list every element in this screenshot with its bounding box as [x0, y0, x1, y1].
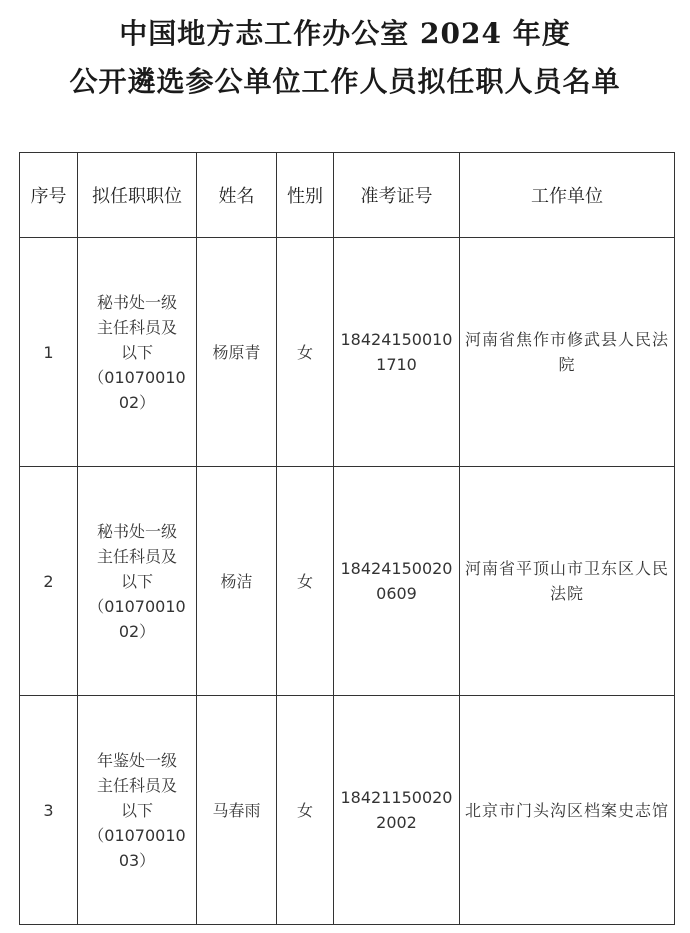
exam-no-line: 18421150020	[340, 788, 453, 807]
appointee-table	[19, 152, 675, 925]
exam-no-line: 18424150010	[340, 330, 453, 349]
table-header-row	[20, 153, 675, 238]
position-line: 主任科员及	[96, 546, 177, 566]
cell-gender: 女	[277, 467, 334, 696]
cell-exam-no	[334, 696, 460, 925]
position-line: 秘书处一级	[96, 521, 177, 541]
position-line: （01070010	[88, 825, 186, 845]
header-unit: 工作单位	[460, 153, 675, 238]
position-line: 年鉴处一级	[96, 750, 177, 770]
position-line: 主任科员及	[96, 775, 177, 795]
position-line: 以下	[120, 800, 153, 820]
cell-seq: 1	[20, 238, 78, 467]
exam-no-line: 1710	[376, 355, 417, 374]
position-line: （01070010	[88, 596, 186, 616]
table-row	[20, 238, 675, 467]
header-seq: 序号	[20, 153, 78, 238]
position-line: 02）	[118, 392, 156, 412]
header-name: 姓名	[197, 153, 277, 238]
table-row	[20, 467, 675, 696]
position-line: 以下	[120, 342, 153, 362]
header-exam-no: 准考证号	[334, 153, 460, 238]
cell-name: 马春雨	[197, 696, 277, 925]
exam-no-line: 0609	[376, 584, 417, 603]
position-line: （01070010	[88, 367, 186, 387]
exam-no-line: 2002	[376, 813, 417, 832]
cell-position	[78, 467, 197, 696]
document-title-line-1: 中国地方志工作办公室 2024 年度	[119, 17, 571, 50]
position-line: 02）	[118, 621, 156, 641]
document-title-line-2: 公开遴选参公单位工作人员拟任职人员名单	[69, 65, 621, 98]
exam-no-line: 18424150020	[340, 559, 453, 578]
cell-exam-no	[334, 467, 460, 696]
position-line: 以下	[120, 571, 153, 591]
cell-unit: 北京市门头沟区档案史志馆	[460, 696, 675, 925]
header-position: 拟任职职位	[78, 153, 197, 238]
cell-exam-no	[334, 238, 460, 467]
position-line: 秘书处一级	[96, 292, 177, 312]
cell-position	[78, 696, 197, 925]
cell-unit: 河南省平顶山市卫东区人民法院	[460, 467, 675, 696]
table-row	[20, 696, 675, 925]
position-line: 03）	[118, 850, 156, 870]
cell-gender: 女	[277, 238, 334, 467]
cell-name: 杨洁	[197, 467, 277, 696]
cell-seq: 3	[20, 696, 78, 925]
header-gender: 性别	[277, 153, 334, 238]
cell-gender: 女	[277, 696, 334, 925]
position-line: 主任科员及	[96, 317, 177, 337]
cell-name: 杨原青	[197, 238, 277, 467]
cell-seq: 2	[20, 467, 78, 696]
cell-unit: 河南省焦作市修武县人民法院	[460, 238, 675, 467]
cell-position	[78, 238, 197, 467]
